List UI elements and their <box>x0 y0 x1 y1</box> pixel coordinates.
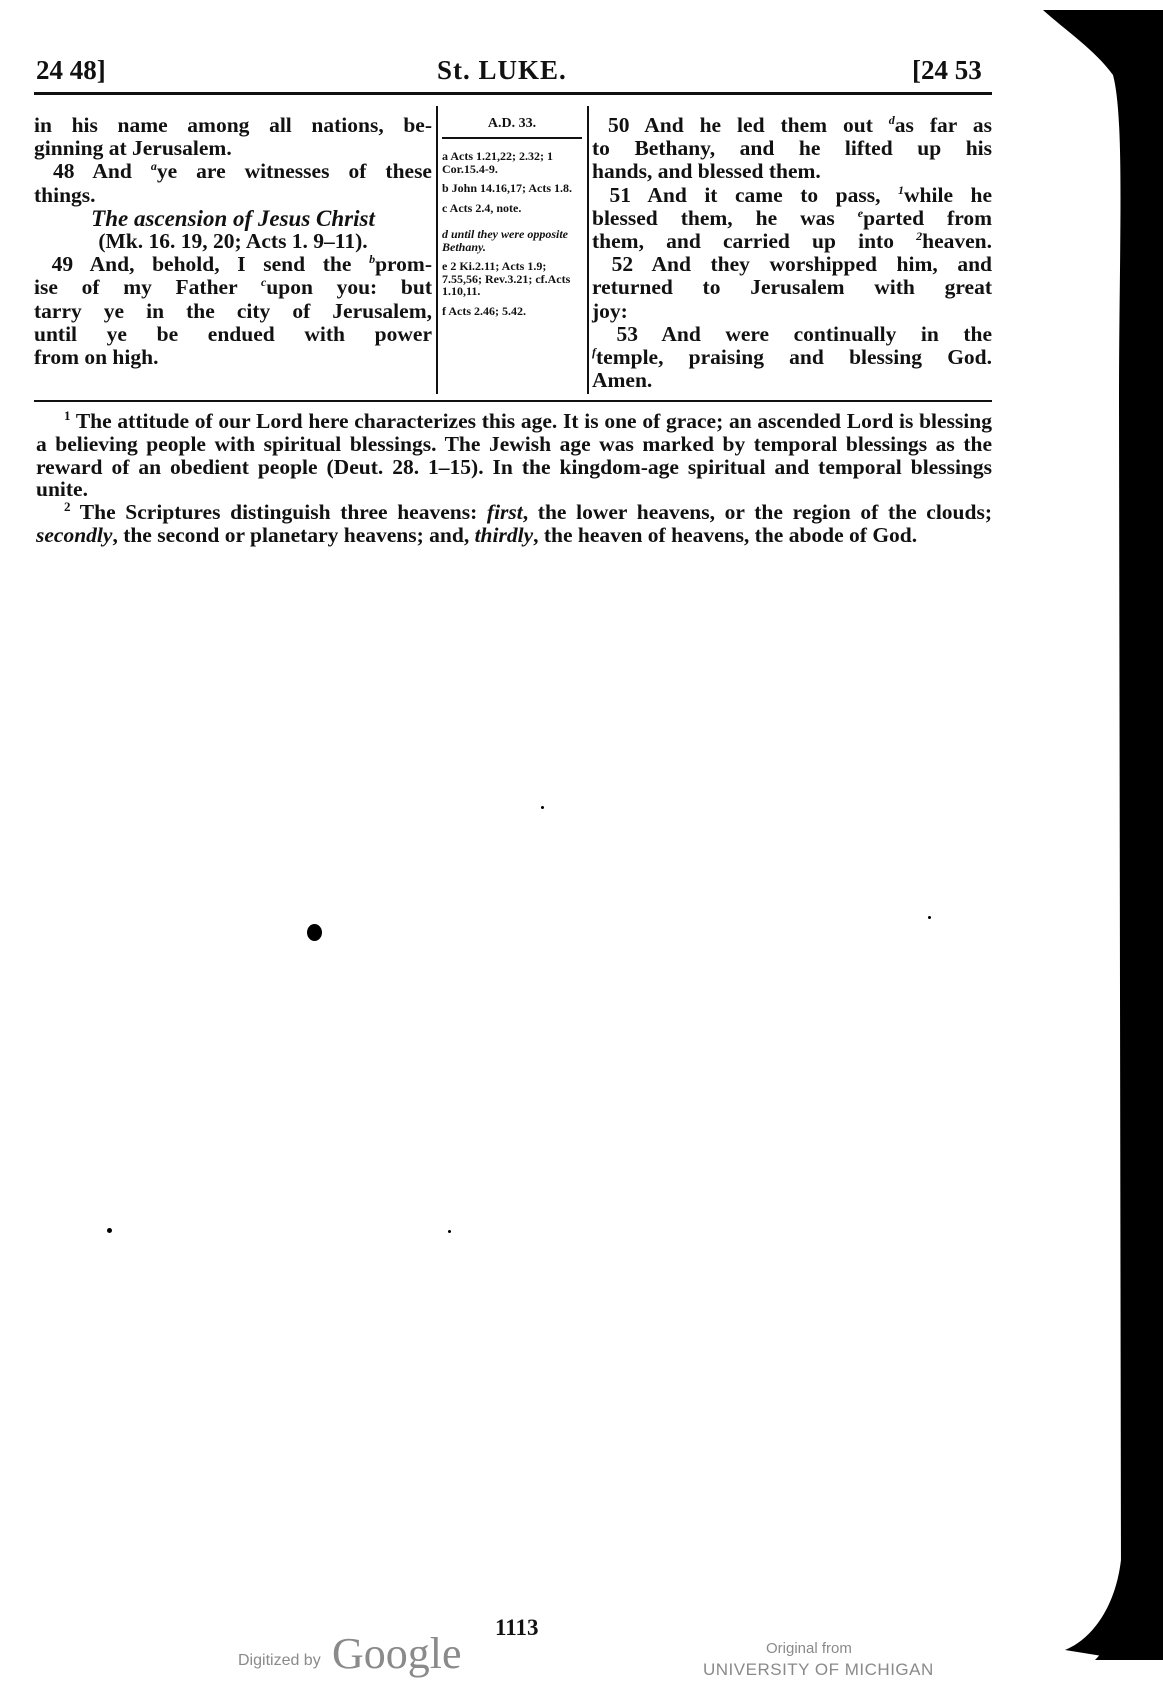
scan-speck <box>448 1230 451 1233</box>
reference-marker: b <box>369 252 376 267</box>
verse-51: 51 And it came to pass, $^1$while he <box>609 182 993 207</box>
text-line: tarry ye in the city of Jerusalem, <box>34 298 432 323</box>
header-left-ref: 24 48] <box>36 55 106 85</box>
text-line: hands, and blessed them. <box>592 159 821 184</box>
text-line: ginning at Jerusalem. <box>34 136 232 161</box>
section-heading: The ascension of Jesus Christ <box>91 205 375 231</box>
text-line: returned to Jerusalem with great <box>592 275 992 300</box>
margin-ref-a: a Acts 1.21,22; 2.32; 1 Cor.15.4-9. <box>442 149 553 176</box>
footnotes <box>36 407 992 547</box>
text-line: until ye be endued with power <box>34 321 432 346</box>
page-number: 1113 <box>495 1615 539 1640</box>
verse-number: 48 <box>53 159 75 184</box>
verse-number: 53 <box>616 321 639 346</box>
margin-ref-e: e 2 Ki.2.11; Acts 1.9; 7.55,56; Rev.3.21; cf.Acts 1.10,11. <box>442 259 571 298</box>
reference-marker: a <box>150 159 157 174</box>
column-divider-left <box>436 106 438 394</box>
header-right-ref: [24 53 <box>912 55 982 85</box>
margin-ref-d: d until they were opposite Bethany. <box>442 227 568 254</box>
verse-53: 53 And were continually in the <box>616 321 993 346</box>
text-line: them, and carried up into $^2$heaven. <box>592 228 992 254</box>
verse-number: 52 <box>611 252 634 277</box>
verse-52: 52 And they worshipped him, and <box>611 252 993 277</box>
reference-marker: e <box>857 205 864 220</box>
text-line: joy: <box>592 298 628 323</box>
reference-marker: c <box>260 275 267 290</box>
institution-label: UNIVERSITY OF MICHIGAN <box>703 1660 934 1679</box>
digitized-by-label: Digitized by <box>238 1652 321 1669</box>
reference-marker: d <box>888 112 895 127</box>
text-line: from on high. <box>34 345 159 370</box>
footnote-number: 1 <box>64 407 71 423</box>
scan-speck <box>307 924 322 941</box>
text-line: things. <box>34 182 96 207</box>
text-line: Amen. <box>592 368 653 393</box>
verse-48: 48 And $^a$ye are witnesses of these <box>53 159 432 184</box>
left-column <box>34 114 432 369</box>
text-line: blessed them, he was $^e$parted from <box>592 205 993 230</box>
verse-number: 51 <box>609 182 632 207</box>
verse-49: 49 And, behold, I send the $^b$prom- <box>51 252 432 277</box>
column-divider-right <box>587 106 589 394</box>
page-title: St. LUKE. <box>437 55 567 85</box>
footnote-marker: 1 <box>898 182 905 197</box>
text-line: in his name among all nations, be- <box>34 113 432 137</box>
scan-speck <box>541 806 544 809</box>
right-column <box>592 114 992 392</box>
verse-number: 50 <box>607 113 630 137</box>
reference-marker: f <box>592 344 596 359</box>
google-logo: Google <box>332 1629 462 1678</box>
verse-50: 50 And he led them out $^d$as far as <box>607 112 992 137</box>
footnote-2: $^2$ The Scriptures distinguish three heavens: first, the lower heavens, or the region of the clouds; secondly, the second or planetary heavens; and, thirdly, the heaven of heavens, the abode of God. <box>36 499 992 547</box>
margin-ref-b: b John 14.16,17; Acts 1.8. <box>442 181 573 195</box>
text-line: $^f$temple, praising and blessing God. <box>592 344 992 370</box>
footnote-rule <box>34 400 992 402</box>
header-rule <box>34 92 992 95</box>
section-references: (Mk. 16. 19, 20; Acts 1. 9–11). <box>98 229 368 254</box>
binding-edge-shadow <box>1035 0 1163 1700</box>
margin-ref-c: c Acts 2.4, note. <box>442 200 522 215</box>
original-from-label: Original from <box>766 1640 852 1657</box>
verse-number: 49 <box>51 252 74 277</box>
scan-speck <box>107 1228 112 1233</box>
text-line: to Bethany, and he lifted up his <box>592 136 992 161</box>
text-line: ise of my Father $^c$upon you: but <box>34 275 432 300</box>
margin-ref-f: f Acts 2.46; 5.42. <box>442 303 526 318</box>
footnote-1: $^1$ The attitude of our Lord here characterizes this age. It is one of grace; an ascended Lord is blessing a believing people with spiritual blessings. The Jewish age was marked by temporal blessings as the reward of an obedient people (Deut. 28. 1–15). In the kingdom-age spiritual and temporal blessings unite. <box>36 407 992 502</box>
margin-references <box>442 150 584 324</box>
footnote-number: 2 <box>64 499 71 515</box>
footnote-marker: 2 <box>916 228 923 243</box>
margin-date: A.D. 33. <box>487 116 537 131</box>
margin-date-rule <box>442 137 582 139</box>
scan-speck <box>928 916 931 919</box>
